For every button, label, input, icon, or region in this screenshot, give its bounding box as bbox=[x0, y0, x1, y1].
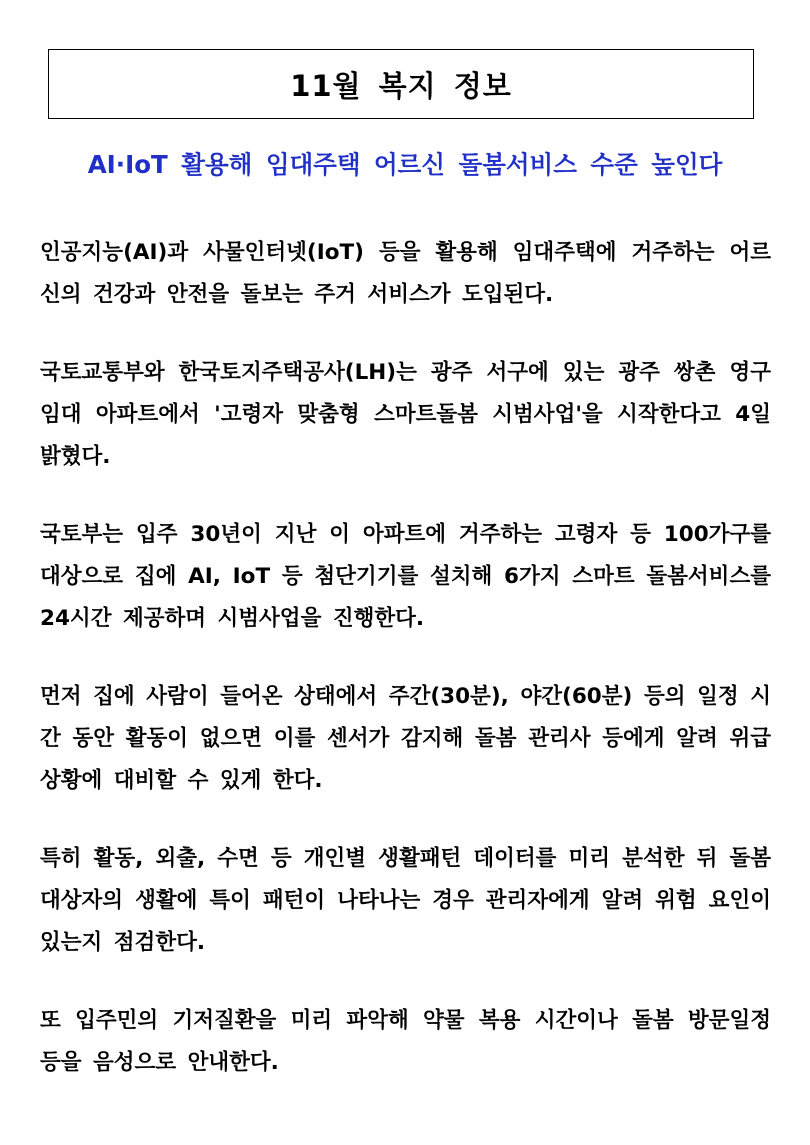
title-box bbox=[48, 49, 754, 119]
paragraph-3: 국토부는 입주 30년이 지난 이 아파트에 거주하는 고령자 등 100가구를 대상으로 집에 AI, IoT 등 첨단기기를 설치해 6가지 스마트 돌봄서비스를 24시간 제공하며 시범사업을 진행한다. bbox=[40, 522, 771, 631]
page-title: 11월 복지 정보 bbox=[290, 68, 512, 103]
paragraph-2: 국토교통부와 한국토지주택공사(LH)는 광주 서구에 있는 광주 쌍촌 영구임대 아파트에서 '고령자 맞춤형 스마트돌봄 시범사업'을 시작한다고 4일 밝혔다. bbox=[40, 360, 771, 469]
paragraph-4: 먼저 집에 사람이 들어온 상태에서 주간(30분), 야간(60분) 등의 일정 시간 동안 활동이 없으면 이를 센서가 감지해 돌봄 관리사 등에게 알려 위급 상황에 대비할 수 있게 한다. bbox=[40, 684, 771, 793]
article-body bbox=[40, 232, 771, 1120]
article-headline: AI·IoT 활용해 임대주택 어르신 돌봄서비스 수준 높인다 bbox=[87, 150, 723, 179]
paragraph-5: 특히 활동, 외출, 수면 등 개인별 생활패턴 데이터를 미리 분석한 뒤 돌봄 대상자의 생활에 특이 패턴이 나타나는 경우 관리자에게 알려 위험 요인이 있는지 점검한다. bbox=[40, 846, 771, 955]
paragraph-6: 또 입주민의 기저질환을 미리 파악해 약물 복용 시간이나 돌봄 방문일정 등을 음성으로 안내한다. bbox=[40, 1008, 771, 1075]
paragraph-1: 인공지능(AI)과 사물인터넷(IoT) 등을 활용해 임대주택에 거주하는 어르신의 건강과 안전을 돌보는 주거 서비스가 도입된다. bbox=[40, 240, 771, 307]
